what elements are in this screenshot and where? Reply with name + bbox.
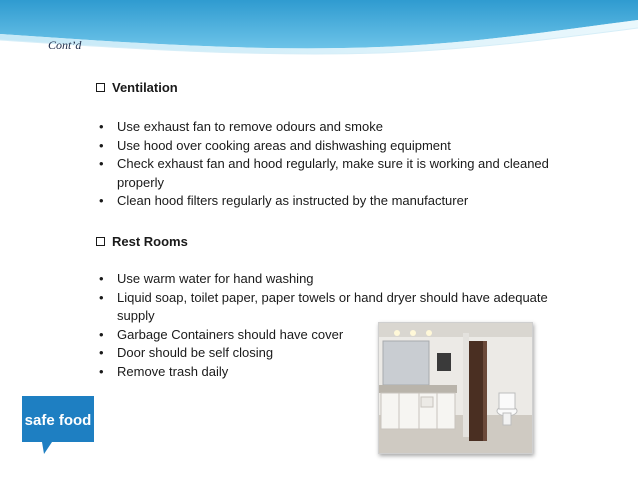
ventilation-list <box>96 118 566 211</box>
ventilation-heading-text: Ventilation <box>112 80 178 95</box>
list-item: • Use hood over cooking areas and dishwashing equipment <box>96 137 566 156</box>
checkbox-bullet-icon <box>96 237 105 246</box>
ventilation-heading <box>96 80 178 95</box>
restroom-photo <box>378 322 533 454</box>
list-item: • Door should be self closing <box>96 344 566 363</box>
rest-rooms-heading-text: Rest Rooms <box>112 234 188 249</box>
header-wave-banner <box>0 0 638 62</box>
rest-rooms-heading <box>96 234 188 249</box>
list-item: • Liquid soap, toilet paper, paper towels or hand dryer should have adequate supply <box>96 289 566 326</box>
list-item: • Use warm water for hand washing <box>96 270 566 289</box>
logo-text: safe food <box>24 412 92 429</box>
list-item: • Garbage Containers should have cover <box>96 326 566 345</box>
restroom-illustration <box>379 323 532 453</box>
list-item: • Check exhaust fan and hood regularly, make sure it is working and cleaned properly <box>96 155 566 192</box>
list-item: • Use exhaust fan to remove odours and smoke <box>96 118 566 137</box>
list-item: • Remove trash daily <box>96 363 566 382</box>
checkbox-bullet-icon <box>96 83 105 92</box>
safe-food-logo <box>18 392 98 458</box>
continued-label: Cont’d <box>48 38 82 52</box>
list-item: • Clean hood filters regularly as instructed by the manufacturer <box>96 192 566 211</box>
